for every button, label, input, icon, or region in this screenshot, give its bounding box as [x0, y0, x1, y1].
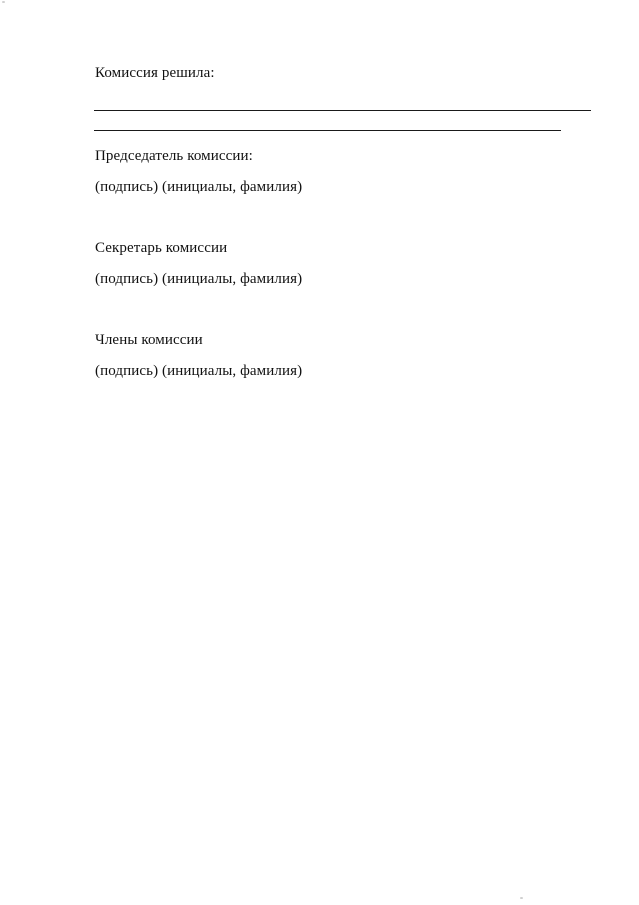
chairman-signature-line: (подпись) (инициалы, фамилия)	[95, 179, 303, 195]
chairman-title: Председатель комиссии:	[95, 148, 253, 164]
secretary-title: Секретарь комиссии	[95, 240, 228, 256]
scan-speck	[520, 897, 523, 899]
decision-line-1	[94, 110, 591, 111]
members-title: Члены комиссии	[95, 332, 203, 348]
members-signature-line: (подпись) (инициалы, фамилия)	[95, 363, 303, 379]
decision-heading: Комиссия решила:	[95, 65, 215, 81]
scan-speck	[2, 1, 5, 3]
decision-line-2	[94, 130, 561, 131]
secretary-signature-line: (подпись) (инициалы, фамилия)	[95, 271, 303, 287]
